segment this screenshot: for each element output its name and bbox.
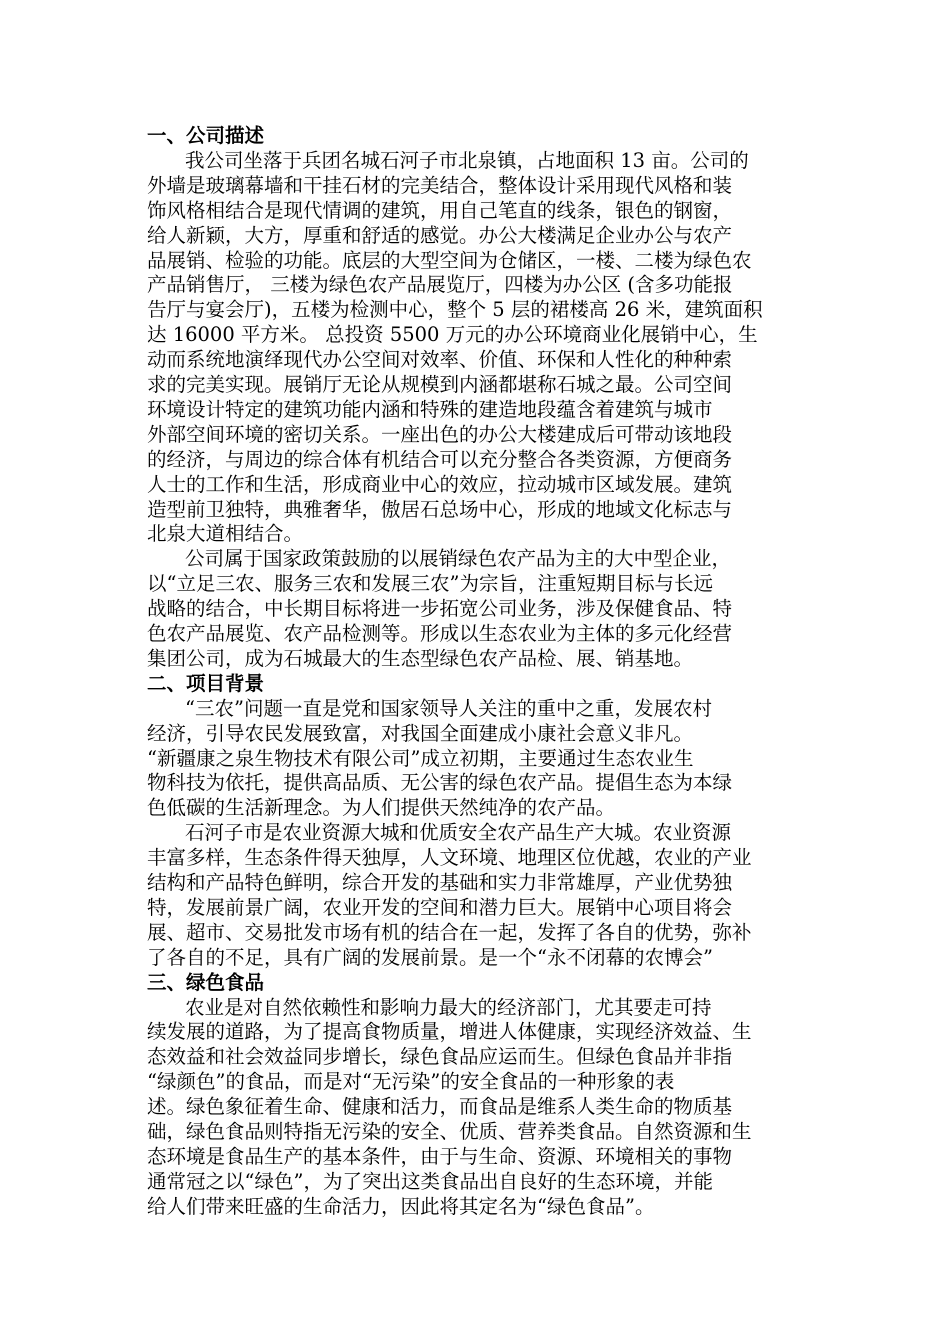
- paragraph-line: 色低碳的生活新理念。为人们提供天然纯净的农产品。: [147, 796, 616, 820]
- paragraph-line: 环境设计特定的建筑功能内涵和特殊的建造地段蕴含着建筑与城市: [147, 397, 713, 421]
- paragraph-line: 结构和产品特色鲜明，综合开发的基础和实力非常雄厚，产业优势独: [147, 871, 733, 894]
- paragraph-line: 产品销售厅， 三楼为绿色农产品展览厅，四楼为办公区 (含多功能报: [147, 273, 733, 297]
- paragraph-line: 我公司坐落于兵团名城石河子市北泉镇，占地面积 13 亩。公司的: [185, 148, 749, 172]
- paragraph-line: “三农”问题一直是党和国家领导人关注的重中之重，发展农村: [185, 696, 712, 720]
- paragraph-line: 战略的结合，中长期目标将进一步拓宽公司业务，涉及保健食品、特: [147, 597, 733, 621]
- paragraph-line: 的经济，与周边的综合体有机结合可以充分整合各类资源，方便商务: [147, 447, 733, 471]
- paragraph-line: 续发展的道路，为了提高食物质量，增进人体健康，实现经济效益、生: [147, 1020, 752, 1044]
- paragraph-line: 达 16000 平方米。 总投资 5500 万元的办公环境商业化展销中心，生: [147, 323, 758, 347]
- paragraph-line: 了各自的不足，具有广阔的发展前景。是一个“永不闭幕的农博会”: [147, 945, 713, 969]
- paragraph-line: 以“立足三农、服务三农和发展三农”为宗旨，注重短期目标与长远: [147, 572, 713, 596]
- paragraph-line: 物科技为依托，提供高品质、无公害的绿色农产品。提倡生态为本绿: [147, 771, 733, 795]
- paragraph-line: 外墙是玻璃幕墙和干挂石材的完美结合，整体设计采用现代风格和装: [147, 173, 733, 197]
- paragraph-line: 态效益和社会效益同步增长，绿色食品应运而生。但绿色食品并非指: [147, 1045, 733, 1069]
- section-heading: 三、绿色食品: [147, 970, 265, 994]
- paragraph-line: 经济，引导农民发展致富，对我国全面建成小康社会意义非凡。: [147, 721, 694, 745]
- paragraph-line: 饰风格相结合是现代情调的建筑，用自己笔直的线条，银色的钢窗，: [147, 198, 733, 222]
- section-heading: 二、项目背景: [147, 671, 265, 695]
- paragraph-line: 丰富多样，生态条件得天独厚，人文环境、地理区位优越，农业的产业: [147, 846, 752, 870]
- paragraph-line: 石河子市是农业资源大城和优质安全农产品生产大城。农业资源: [185, 821, 732, 845]
- paragraph-line: 述。绿色象征着生命、健康和活力，而食品是维系人类生命的物质基: [147, 1095, 733, 1119]
- paragraph-line: 品展销、检验的功能。底层的大型空间为仓储区，一楼、二楼为绿色农: [147, 248, 752, 272]
- paragraph-line: 态环境是食品生产的基本条件，由于与生命、资源、环境相关的事物: [147, 1144, 733, 1168]
- paragraph-line: 色农产品展览、农产品检测等。形成以生态农业为主体的多元化经营: [147, 622, 733, 645]
- paragraph-line: 给人新颖，大方，厚重和舒适的感觉。办公大楼满足企业办公与农产: [147, 223, 733, 247]
- paragraph-line: “新疆康之泉生物技术有限公司”成立初期，主要通过生态农业生: [147, 746, 694, 770]
- paragraph-line: 农业是对自然依赖性和影响力最大的经济部门，尤其要走可持: [185, 995, 712, 1019]
- paragraph-line: 集团公司，成为石城最大的生态型绿色农产品检、展、销基地。: [147, 646, 694, 670]
- paragraph-line: 求的完美实现。展销厅无论从规模到内涵都堪称石城之最。公司空间: [147, 373, 733, 396]
- paragraph-line: 给人们带来旺盛的生命活力，因此将其定名为“绿色食品”。: [147, 1194, 655, 1218]
- paragraph-line: 人士的工作和生活，形成商业中心的效应，拉动城市区域发展。建筑: [147, 472, 733, 496]
- paragraph-line: “绿颜色”的食品，而是对“无污染”的安全食品的一种形象的表: [147, 1070, 675, 1094]
- paragraph-line: 特，发展前景广阔，农业开发的空间和潜力巨大。展销中心项目将会: [147, 895, 733, 919]
- paragraph-line: 动而系统地演绎现代办公空间对效率、价值、环保和人性化的种种索: [147, 348, 733, 372]
- paragraph-line: 告厅与宴会厅)，五楼为检测中心，整个 5 层的裙楼高 26 米，建筑面积: [147, 298, 763, 322]
- paragraph-line: 通常冠之以“绿色”，为了突出这类食品出自良好的生态环境，并能: [147, 1169, 713, 1193]
- paragraph-line: 北泉大道相结合。: [147, 522, 304, 546]
- paragraph-line: 公司属于国家政策鼓励的以展销绿色农产品为主的大中型企业，: [185, 547, 732, 571]
- paragraph-line: 外部空间环境的密切关系。一座出色的办公大楼建成后可带动该地段: [147, 422, 733, 446]
- paragraph-line: 展、超市、交易批发市场有机的结合在一起，发挥了各自的优势，弥补: [147, 920, 752, 944]
- paragraph-line: 础，绿色食品则特指无污染的安全、优质、营养类食品。自然资源和生: [147, 1120, 752, 1143]
- paragraph-line: 造型前卫独特，典雅奢华，傲居石总场中心，形成的地域文化标志与: [147, 497, 733, 521]
- section-heading: 一、公司描述: [147, 124, 265, 147]
